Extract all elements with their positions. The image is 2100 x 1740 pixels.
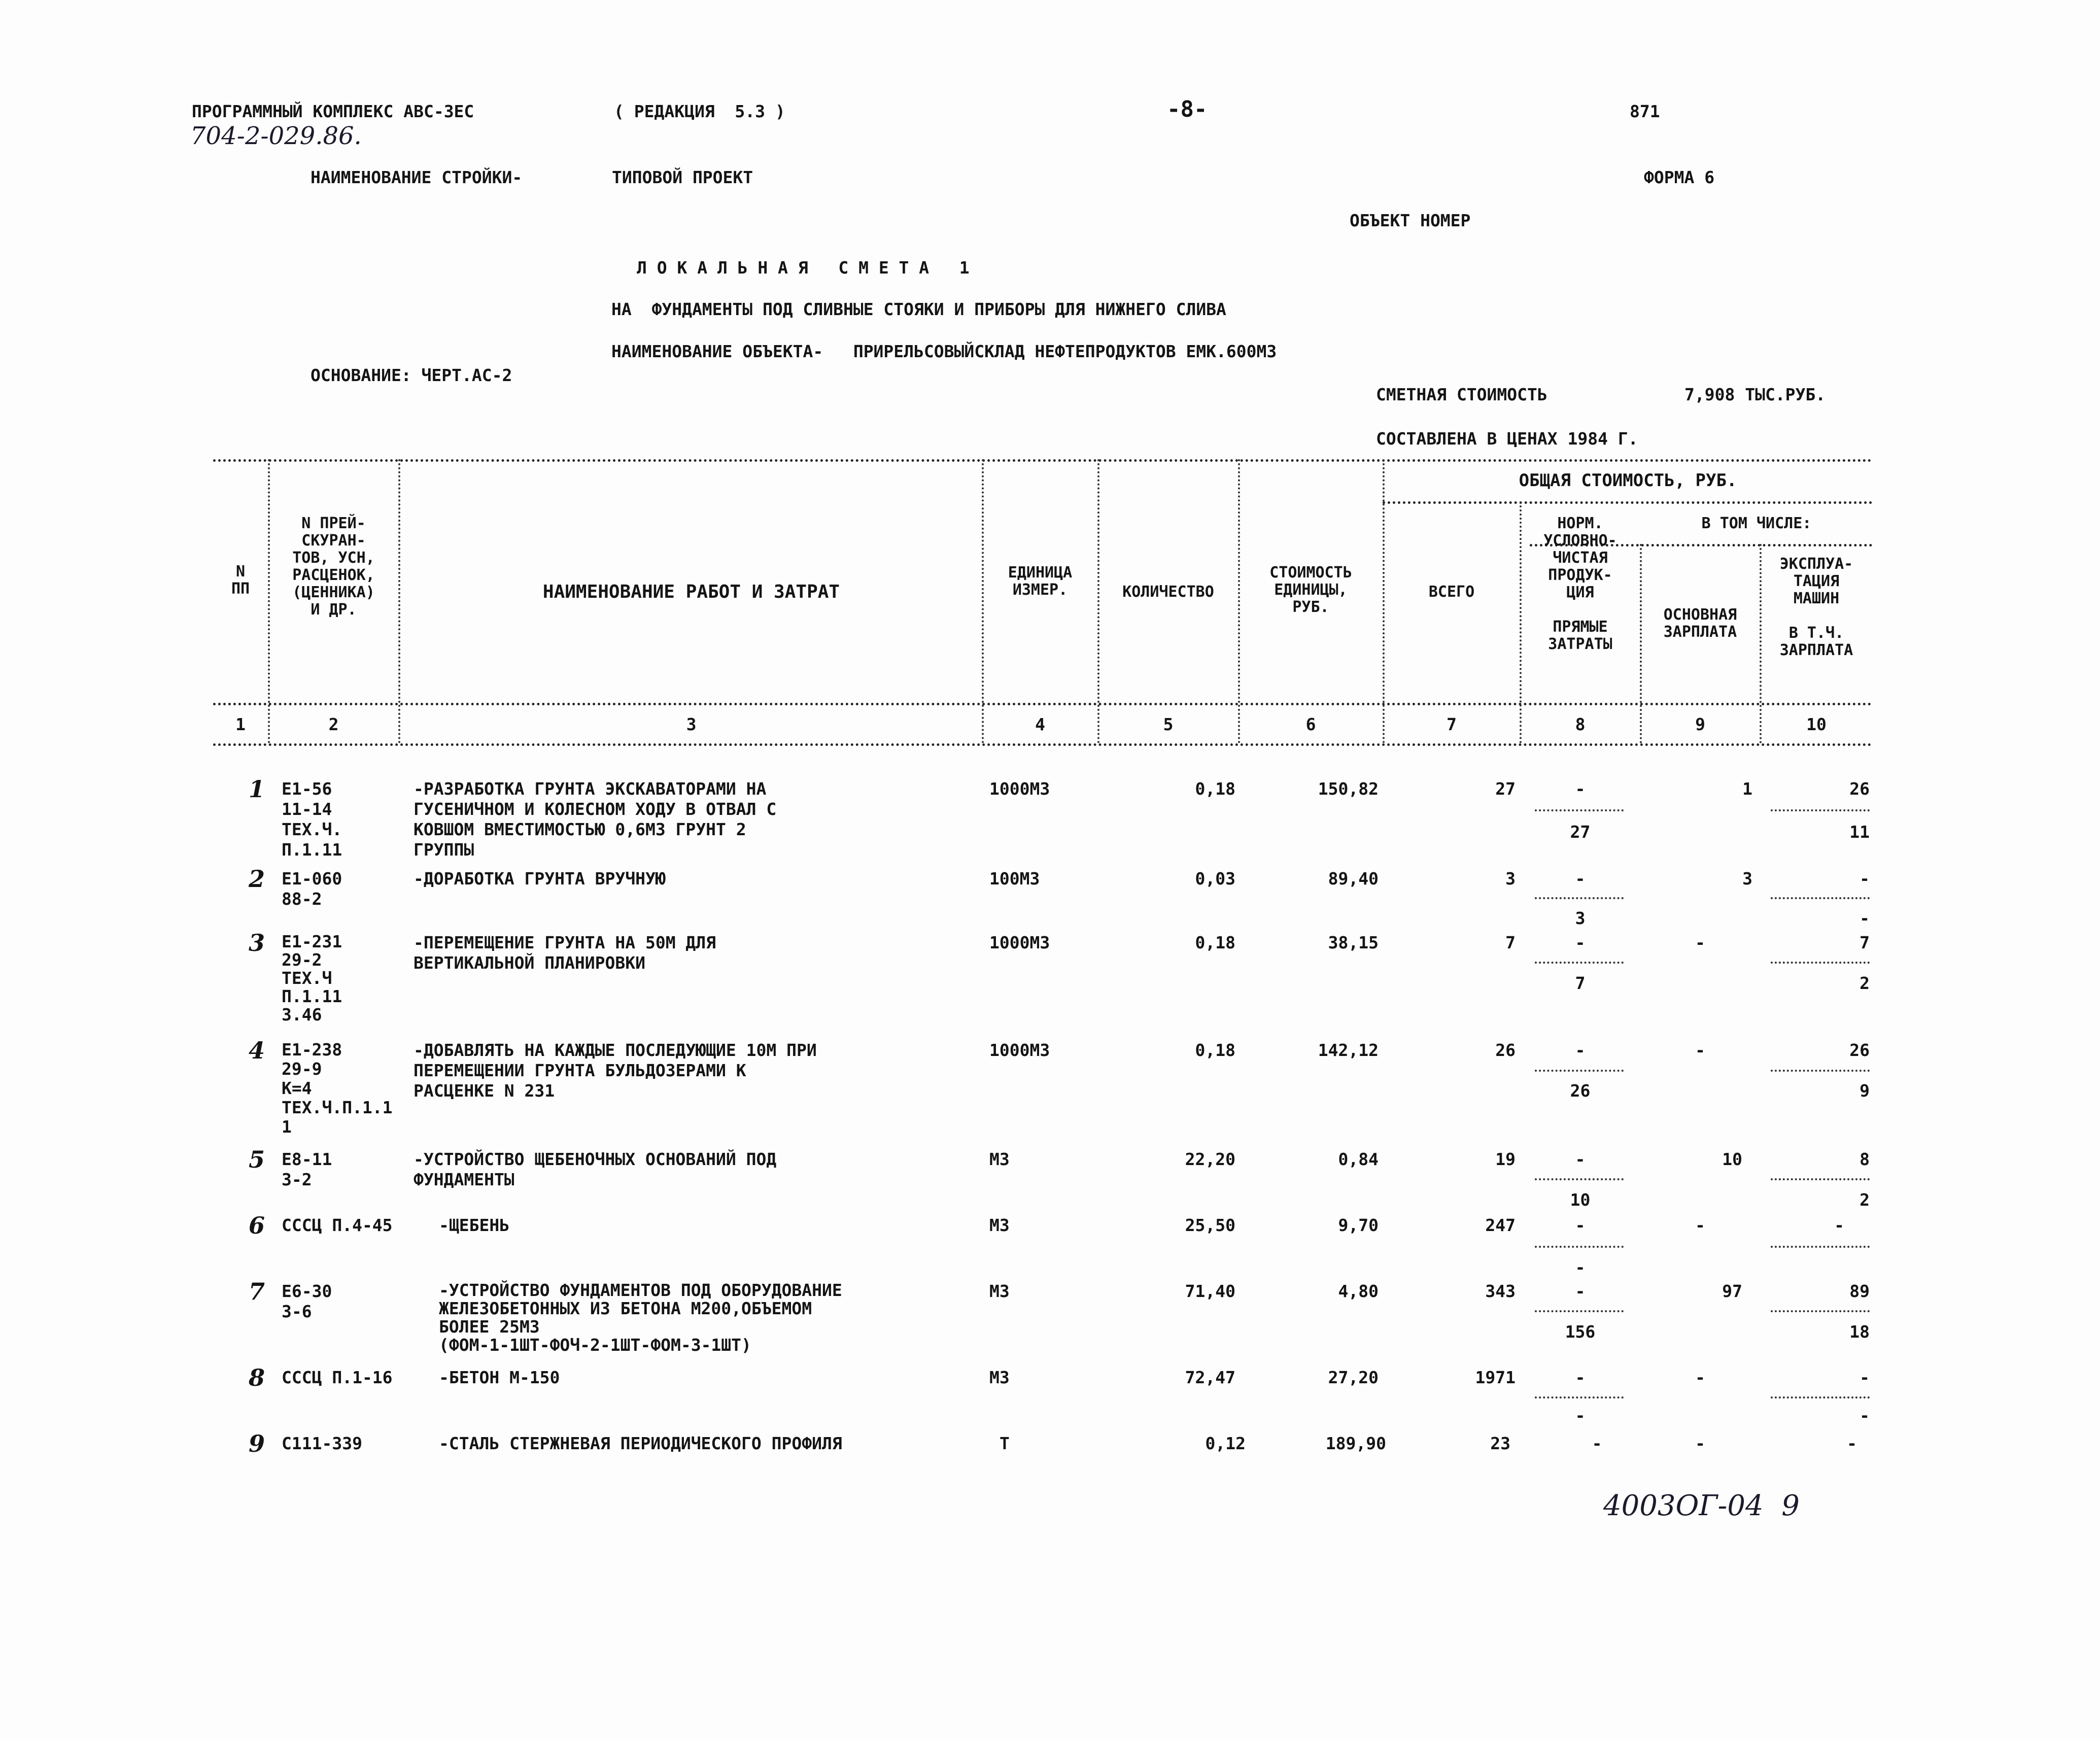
col-header-machines: ЭКСПЛУА- ТАЦИЯ МАШИН В Т.Ч. ЗАРПЛАТА: [1779, 555, 1853, 659]
row-total: 343: [1485, 1281, 1516, 1301]
row-total: 3: [1505, 869, 1516, 889]
row-description: -РАЗРАБОТКА ГРУНТА ЭКСКАВАТОРАМИ НА ГУСЕНИЧНОМ И КОЛЕСНОМ ХОДУ В ОТВАЛ С КОВШОМ ВМЕСТИМОСТЬЮ 0,6М3 ГРУНТ 2 ГРУППЫ: [414, 779, 777, 860]
cell-divider: [1771, 1178, 1870, 1180]
col-number: 6: [1305, 714, 1316, 734]
row-base-salary: -: [1695, 1434, 1705, 1453]
cell-divider: [1771, 1070, 1870, 1072]
row-machines-salary: 9: [1860, 1081, 1870, 1101]
row-nucp: -: [1575, 933, 1586, 952]
row-machines: 26: [1849, 1040, 1870, 1060]
row-number: 8: [249, 1364, 265, 1391]
row-quantity: 22,20: [1185, 1149, 1235, 1169]
cell-divider: [1771, 1396, 1870, 1398]
program-name: ПРОГРАММНЫЙ КОМПЛЕКС АВС-3ЕС: [192, 101, 474, 121]
row-unit: М3: [989, 1215, 1010, 1235]
col-divider: [1097, 459, 1099, 743]
cell-divider: [1535, 897, 1624, 899]
col-header-quantity: КОЛИЧЕСТВО: [1122, 583, 1214, 601]
row-quantity: 0,18: [1195, 779, 1235, 799]
estimate-title: Л О К А Л Ь Н А Я С М Е Т А 1: [637, 258, 970, 278]
col-header-total-group: ОБЩАЯ СТОИМОСТЬ, РУБ.: [1519, 470, 1737, 491]
col-header-work-name: НАИМЕНОВАНИЕ РАБОТ И ЗАТРАТ: [542, 582, 840, 602]
row-number: 5: [249, 1146, 265, 1173]
row-machines: -: [1834, 1215, 1844, 1235]
row-base-salary: -: [1695, 1368, 1705, 1387]
estimate-subject: НА ФУНДАМЕНТЫ ПОД СЛИВНЫЕ СТОЯКИ И ПРИБОРЫ ДЛЯ НИЖНЕГО СЛИВА: [611, 299, 1226, 319]
row-machines: -: [1860, 869, 1870, 889]
edition: ( РЕДАКЦИЯ 5.3 ): [614, 101, 785, 121]
row-nucp: -: [1575, 1281, 1586, 1301]
col-divider: [982, 459, 984, 743]
cell-divider: [1771, 962, 1870, 964]
row-direct-costs: 7: [1575, 973, 1586, 993]
row-description: -ДОБАВЛЯТЬ НА КАЖДЫЕ ПОСЛЕДУЮЩИЕ 10М ПРИ ПЕРЕМЕЩЕНИИ ГРУНТА БУЛЬДОЗЕРАМИ К РАСЦЕНКЕ N 231: [414, 1040, 817, 1101]
row-machines-salary: -: [1860, 908, 1870, 928]
col-number: 5: [1163, 714, 1174, 734]
row-quantity: 0,12: [1205, 1434, 1246, 1453]
row-total: 23: [1490, 1434, 1510, 1453]
row-nucp: -: [1575, 1149, 1586, 1169]
col-number: 8: [1575, 714, 1586, 734]
row-unit: Т: [1000, 1434, 1010, 1453]
row-machines-salary: 2: [1860, 973, 1870, 993]
object-name: НАИМЕНОВАНИЕ ОБЪЕКТА- ПРИРЕЛЬСОВЫЙСКЛАД НЕФТЕПРОДУКТОВ ЕМК.600М3: [611, 342, 1277, 361]
total-group-rule: [1383, 501, 1872, 504]
row-total: 26: [1495, 1040, 1516, 1060]
row-machines-salary: 2: [1860, 1190, 1870, 1210]
construction-value: ТИПОВОЙ ПРОЕКТ: [612, 167, 753, 187]
row-number: 1: [249, 775, 265, 803]
row-code: С111-339: [282, 1434, 362, 1453]
row-machines: 7: [1860, 933, 1870, 952]
row-number: 9: [249, 1430, 265, 1457]
cell-divider: [1535, 1070, 1624, 1072]
header-bottom-rule: [213, 703, 1872, 705]
col-header-incl: В ТОМ ЧИСЛЕ:: [1701, 515, 1812, 532]
table-top-rule: [213, 459, 1872, 462]
row-machines: -: [1860, 1368, 1870, 1387]
cell-divider: [1771, 897, 1870, 899]
row-code: СССЦ П.1-16: [282, 1368, 393, 1387]
cell-divider: [1535, 809, 1624, 811]
row-nucp: -: [1575, 779, 1586, 799]
col-divider: [1383, 459, 1385, 743]
row-machines-salary: 18: [1849, 1322, 1870, 1342]
row-nucp: -: [1575, 1040, 1586, 1060]
row-number: 6: [249, 1212, 265, 1239]
cell-divider: [1535, 1178, 1624, 1180]
col-header-unit: ЕДИНИЦА ИЗМЕР.: [1008, 564, 1073, 599]
row-base-salary: -: [1695, 1215, 1705, 1235]
cell-divider: [1535, 1310, 1624, 1312]
sheet-number: 871: [1630, 101, 1660, 121]
col-header-base-salary: ОСНОВНАЯ ЗАРПЛАТА: [1663, 606, 1737, 641]
row-total: 27: [1495, 779, 1516, 799]
row-base-salary: 10: [1722, 1149, 1742, 1169]
row-description: -ПЕРЕМЕЩЕНИЕ ГРУНТА НА 50М ДЛЯ ВЕРТИКАЛЬНОЙ ПЛАНИРОВКИ: [414, 933, 716, 973]
row-unit: 100М3: [989, 869, 1040, 889]
row-unit-cost: 189,90: [1325, 1434, 1386, 1453]
row-unit: М3: [989, 1281, 1010, 1301]
row-nucp: -: [1575, 869, 1586, 889]
row-base-salary: -: [1695, 933, 1705, 952]
row-code: Е1-56 11-14 ТЕХ.Ч. П.1.11: [282, 779, 342, 860]
col-number: 10: [1806, 714, 1827, 734]
row-quantity: 0,03: [1195, 869, 1235, 889]
row-unit-cost: 27,20: [1328, 1368, 1379, 1387]
col-header-number: N ПП: [231, 563, 250, 598]
row-total: 7: [1505, 933, 1516, 952]
row-description: -БЕТОН М-150: [439, 1368, 560, 1387]
row-unit: 1000М3: [989, 1040, 1050, 1060]
row-unit-cost: 0,84: [1338, 1149, 1379, 1169]
col-number: 9: [1695, 714, 1705, 734]
row-code: Е6-30 3-6: [282, 1281, 332, 1321]
row-unit-cost: 142,12: [1318, 1040, 1379, 1060]
row-direct-costs: 10: [1570, 1190, 1591, 1210]
row-number: 2: [249, 865, 265, 893]
row-unit-cost: 38,15: [1328, 933, 1379, 952]
numbers-bottom-rule: [213, 743, 1872, 746]
row-total: 247: [1485, 1215, 1516, 1235]
row-unit-cost: 89,40: [1328, 869, 1379, 889]
archive-number-handwritten: 4003ОГ-04 9: [1603, 1489, 1800, 1522]
row-quantity: 0,18: [1195, 1040, 1235, 1060]
row-unit-cost: 4,80: [1338, 1281, 1379, 1301]
row-direct-costs: 26: [1570, 1081, 1591, 1101]
row-code: Е1-238 29-9 К=4 ТЕХ.Ч.П.1.1 1: [282, 1040, 393, 1137]
row-description: -СТАЛЬ СТЕРЖНЕВАЯ ПЕРИОДИЧЕСКОГО ПРОФИЛЯ: [439, 1434, 842, 1453]
row-machines: -: [1847, 1434, 1857, 1453]
row-description: -ЩЕБЕНЬ: [439, 1215, 510, 1235]
row-quantity: 0,18: [1195, 933, 1235, 952]
row-machines-salary: 11: [1849, 822, 1870, 842]
row-direct-costs: 156: [1565, 1322, 1596, 1342]
row-number: 3: [249, 929, 265, 957]
row-machines: 26: [1849, 779, 1870, 799]
project-code-handwritten: 704-2-029.86.: [190, 122, 362, 150]
form-label: ФОРМА 6: [1644, 167, 1715, 187]
row-direct-costs: 3: [1575, 908, 1586, 928]
row-quantity: 72,47: [1185, 1368, 1235, 1387]
col-number: 4: [1035, 714, 1045, 734]
object-number: ОБЪЕКТ НОМЕР: [1350, 211, 1471, 230]
row-unit-cost: 150,82: [1318, 779, 1379, 799]
cost-value: 7,908 ТЫС.РУБ.: [1684, 385, 1826, 404]
construction-label: НАИМЕНОВАНИЕ СТРОЙКИ-: [311, 167, 523, 187]
col-number: 1: [235, 714, 246, 734]
row-total: 19: [1495, 1149, 1516, 1169]
row-description: -ДОРАБОТКА ГРУНТА ВРУЧНУЮ: [414, 869, 666, 889]
col-number: 7: [1447, 714, 1457, 734]
row-unit: 1000М3: [989, 779, 1050, 799]
row-code: Е1-231 29-2 ТЕХ.Ч П.1.11 3.46: [282, 932, 342, 1025]
basis: ОСНОВАНИЕ: ЧЕРТ.АС-2: [311, 365, 512, 385]
row-unit: М3: [989, 1149, 1010, 1169]
cell-divider: [1771, 1246, 1870, 1248]
row-number: 7: [249, 1278, 265, 1305]
row-unit-cost: 9,70: [1338, 1215, 1379, 1235]
col-header-price-list: N ПРЕЙ- СКУРАН- ТОВ, УСН, РАСЦЕНОК, (ЦЕННИКА) И ДР.: [292, 515, 375, 619]
col-header-direct-costs: НОРМ. УСЛОВНО- ЧИСТАЯ ПРОДУК- ЦИЯ ПРЯМЫЕ ЗАТРАТЫ: [1543, 515, 1617, 653]
row-base-salary: 1: [1742, 779, 1752, 799]
prices-basis: СОСТАВЛЕНА В ЦЕНАХ 1984 Г.: [1376, 429, 1638, 449]
col-number: 2: [328, 714, 339, 734]
row-unit: 1000М3: [989, 933, 1050, 952]
col-header-total: ВСЕГО: [1428, 583, 1475, 601]
cell-divider: [1771, 809, 1870, 811]
row-quantity: 25,50: [1185, 1215, 1235, 1235]
row-unit: М3: [989, 1368, 1010, 1387]
row-description: -УСТРОЙСТВО ФУНДАМЕНТОВ ПОД ОБОРУДОВАНИЕ ЖЕЛЕЗОБЕТОННЫХ ИЗ БЕТОНА М200,ОБЪЕМОМ БОЛЕЕ 25М3 (ФОМ-1-1ШТ-ФОЧ-2-1ШТ-ФОМ-3-1ШТ): [439, 1280, 842, 1355]
col-header-unit-cost: СТОИМОСТЬ ЕДИНИЦЫ, РУБ.: [1269, 564, 1352, 616]
cell-divider: [1771, 1310, 1870, 1312]
cell-divider: [1535, 1246, 1624, 1248]
row-direct-costs: 27: [1570, 822, 1591, 842]
page-number: -8-: [1167, 96, 1208, 122]
row-code: СССЦ П.4-45: [282, 1215, 393, 1235]
col-divider: [398, 459, 400, 743]
row-nucp: -: [1575, 1368, 1586, 1387]
row-base-salary: 3: [1742, 869, 1752, 889]
row-code: Е8-11 3-2: [282, 1149, 332, 1189]
row-number: 4: [249, 1037, 265, 1064]
cell-divider: [1535, 1396, 1624, 1398]
row-direct-costs: -: [1575, 1406, 1586, 1425]
cell-divider: [1535, 962, 1624, 964]
row-base-salary: 97: [1722, 1281, 1742, 1301]
row-description: -УСТРОЙСТВО ЩЕБЕНОЧНЫХ ОСНОВАНИЙ ПОД ФУНДАМЕНТЫ: [414, 1149, 777, 1189]
row-machines: 89: [1849, 1281, 1870, 1301]
row-nucp: -: [1592, 1434, 1602, 1453]
row-nucp: -: [1575, 1215, 1586, 1235]
row-total: 1971: [1475, 1368, 1516, 1387]
cost-label: СМЕТНАЯ СТОИМОСТЬ: [1376, 385, 1547, 404]
col-number: 3: [686, 714, 697, 734]
row-direct-costs: -: [1575, 1257, 1586, 1277]
row-machines-salary: -: [1860, 1406, 1870, 1425]
row-machines: 8: [1860, 1149, 1870, 1169]
row-code: Е1-060 88-2: [282, 869, 342, 909]
row-base-salary: -: [1695, 1040, 1705, 1060]
col-divider: [1640, 544, 1642, 743]
row-quantity: 71,40: [1185, 1281, 1235, 1301]
